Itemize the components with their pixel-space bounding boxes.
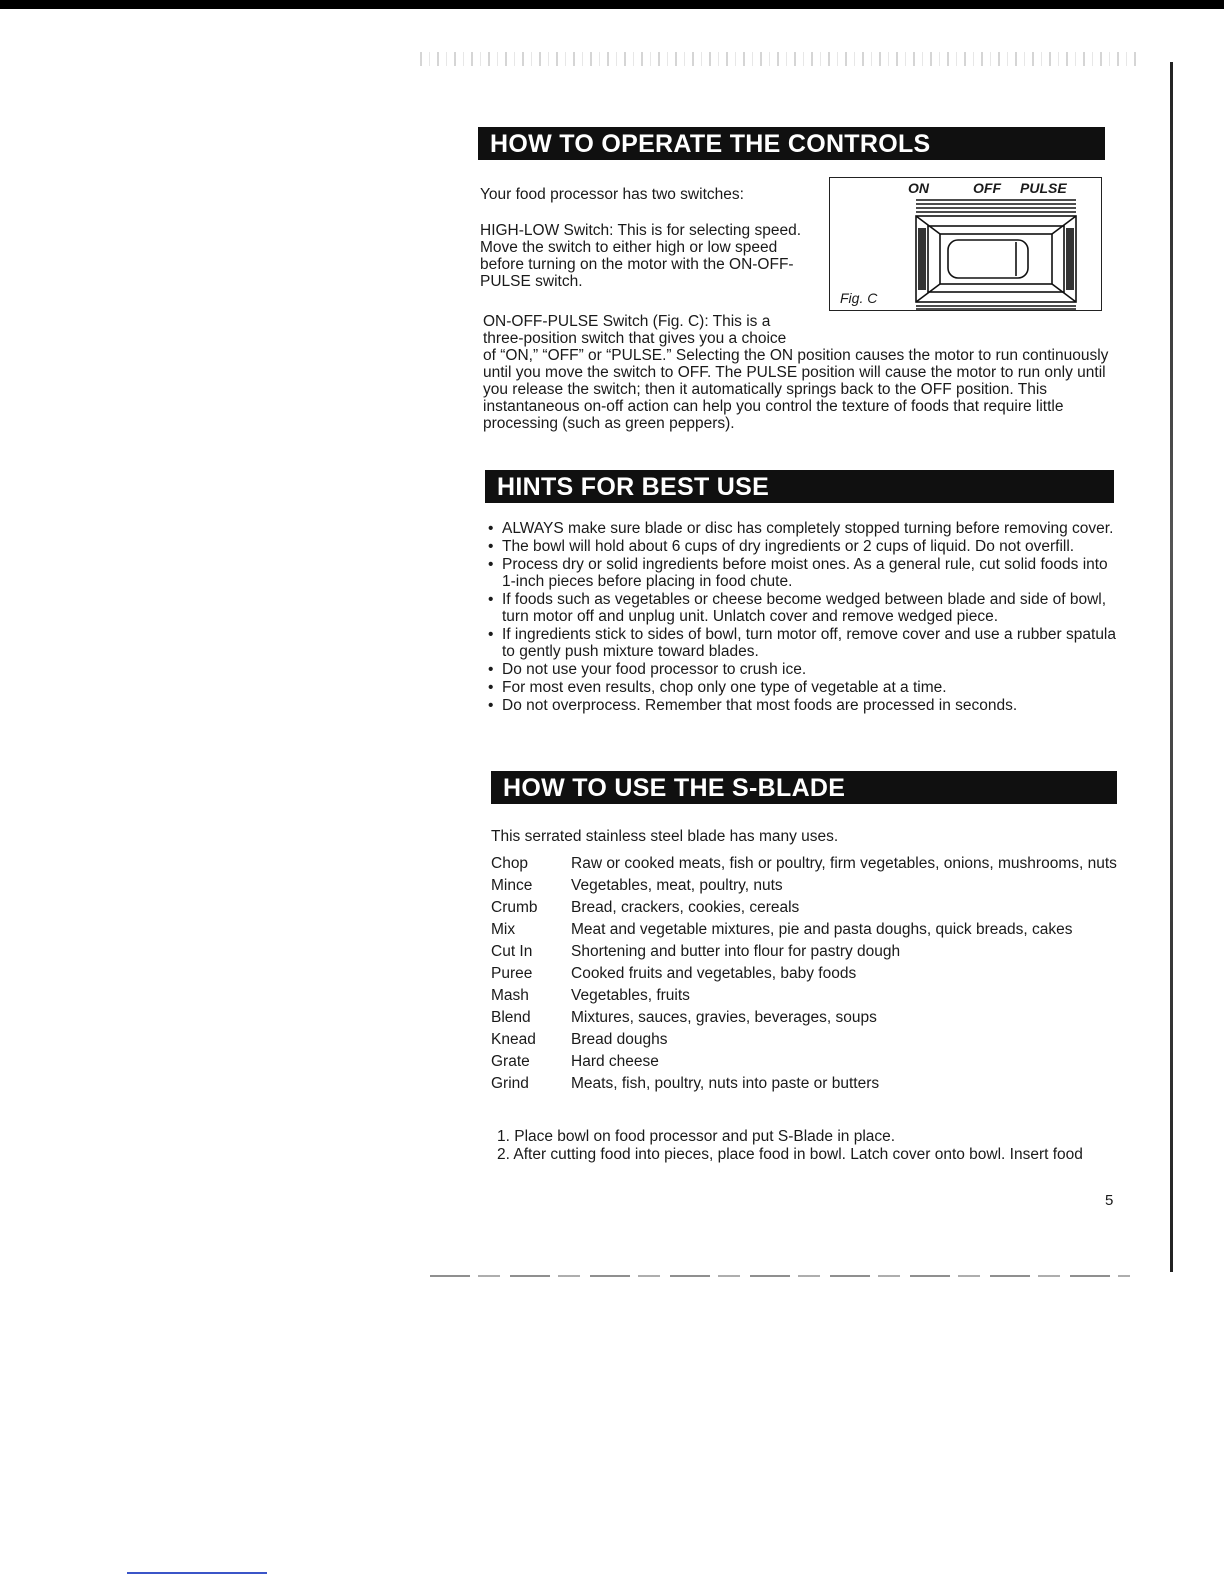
- table-row: [491, 1075, 1121, 1092]
- use-term: Chop: [491, 855, 529, 872]
- s-blade-steps: [497, 1128, 1127, 1164]
- pulse-line-1: ON-OFF-PULSE Switch (Fig. C): This is a: [483, 313, 771, 330]
- use-term: Grate: [491, 1053, 530, 1070]
- list-item: 2. After cutting food into pieces, place food in bowl. Latch cover onto bowl. Insert food: [497, 1146, 1083, 1163]
- high-low-description: HIGH-LOW Switch: This is for selecting speed. Move the switch to either high or low speed before turning on the motor with the ON-OFF-PULSE switch.: [480, 222, 802, 290]
- use-description: Vegetables, fruits: [571, 987, 690, 1004]
- scan-artifact-line: [127, 1572, 267, 1574]
- pulse-line-2: three-position switch that gives you a choice: [483, 330, 787, 347]
- use-description: Raw or cooked meats, fish or poultry, firm vegetables, onions, mushrooms, nuts: [571, 855, 1117, 872]
- list-item: • For most even results, chop only one type of vegetable at a time.: [488, 679, 1118, 696]
- section-heading-controls: HOW TO OPERATE THE CONTROLS: [478, 127, 1105, 160]
- scan-noise-top: [420, 52, 1140, 66]
- use-term: Knead: [491, 1031, 536, 1048]
- table-row: [491, 1009, 1121, 1026]
- use-term: Puree: [491, 965, 533, 982]
- table-row: [491, 1031, 1121, 1048]
- figure-caption: Fig. C: [840, 290, 878, 306]
- figure-label-off: OFF: [973, 180, 1001, 196]
- use-description: Vegetables, meat, poultry, nuts: [571, 877, 783, 894]
- s-blade-intro: This serrated stainless steel blade has many uses.: [491, 828, 839, 845]
- pulse-rest: of “ON,” “OFF” or “PULSE.” Selecting the ON position causes the motor to run continuously until you move the switch to OFF. The PULSE position will cause the motor to run only until you release the switch; then it automatically springs back to the OFF position. This instantaneous on-off action can help you control the texture of foods that require little processing (such as green peppers).: [483, 347, 1109, 432]
- use-description: Hard cheese: [571, 1053, 659, 1070]
- page-edge-line: [1170, 62, 1173, 1272]
- hints-list: [488, 520, 1118, 715]
- scan-noise-bottom: [430, 1275, 1130, 1277]
- list-item: • Process dry or solid ingredients before moist ones. As a general rule, cut solid foods into 1-inch pieces before placing in food chute.: [488, 556, 1118, 590]
- use-description: Meat and vegetable mixtures, pie and pasta doughs, quick breads, cakes: [571, 921, 1073, 938]
- table-row: [491, 1053, 1121, 1070]
- table-row: [491, 943, 1121, 960]
- figure-label-pulse: PULSE: [1020, 180, 1067, 196]
- table-row: [491, 877, 1121, 894]
- use-term: Blend: [491, 1009, 531, 1026]
- on-off-pulse-description: [483, 313, 1123, 432]
- use-term: Cut In: [491, 943, 533, 960]
- figure-switch-diagram: [829, 177, 1102, 311]
- use-description: Bread doughs: [571, 1031, 668, 1048]
- table-row: [491, 921, 1121, 938]
- list-item: 1. Place bowl on food processor and put S-Blade in place.: [497, 1128, 896, 1145]
- table-row: [491, 855, 1121, 872]
- list-item: • Do not use your food processor to crush ice.: [488, 661, 1118, 678]
- section-heading-s-blade: HOW TO USE THE S-BLADE: [491, 771, 1117, 804]
- use-term: Mix: [491, 921, 516, 938]
- top-border: [0, 0, 1224, 9]
- figure-label-on: ON: [908, 180, 929, 196]
- use-term: Mash: [491, 987, 529, 1004]
- use-description: Mixtures, sauces, gravies, beverages, soups: [571, 1009, 877, 1026]
- use-description: Meats, fish, poultry, nuts into paste or butters: [571, 1075, 880, 1092]
- list-item: • The bowl will hold about 6 cups of dry ingredients or 2 cups of liquid. Do not overfill.: [488, 538, 1118, 555]
- use-term: Crumb: [491, 899, 538, 916]
- table-row: [491, 965, 1121, 982]
- use-description: Shortening and butter into flour for pastry dough: [571, 943, 901, 960]
- list-item: • If foods such as vegetables or cheese become wedged between blade and side of bowl, turn motor off and unplug unit. Unlatch cover and remove wedged piece.: [488, 591, 1118, 625]
- list-item: • Do not overprocess. Remember that most foods are processed in seconds.: [488, 697, 1118, 714]
- table-row: [491, 987, 1121, 1004]
- use-term: Mince: [491, 877, 533, 894]
- list-item: • ALWAYS make sure blade or disc has completely stopped turning before removing cover.: [488, 520, 1118, 537]
- table-row: [491, 899, 1121, 916]
- use-term: Grind: [491, 1075, 529, 1092]
- use-description: Cooked fruits and vegetables, baby foods: [571, 965, 857, 982]
- controls-intro: Your food processor has two switches:: [480, 186, 744, 203]
- s-blade-uses-table: [491, 855, 1121, 1097]
- use-description: Bread, crackers, cookies, cereals: [571, 899, 800, 916]
- list-item: • If ingredients stick to sides of bowl, turn motor off, remove cover and use a rubber spatula to gently push mixture toward blades.: [488, 626, 1118, 660]
- section-heading-hints: HINTS FOR BEST USE: [485, 470, 1114, 503]
- page-number: 5: [1105, 1192, 1114, 1209]
